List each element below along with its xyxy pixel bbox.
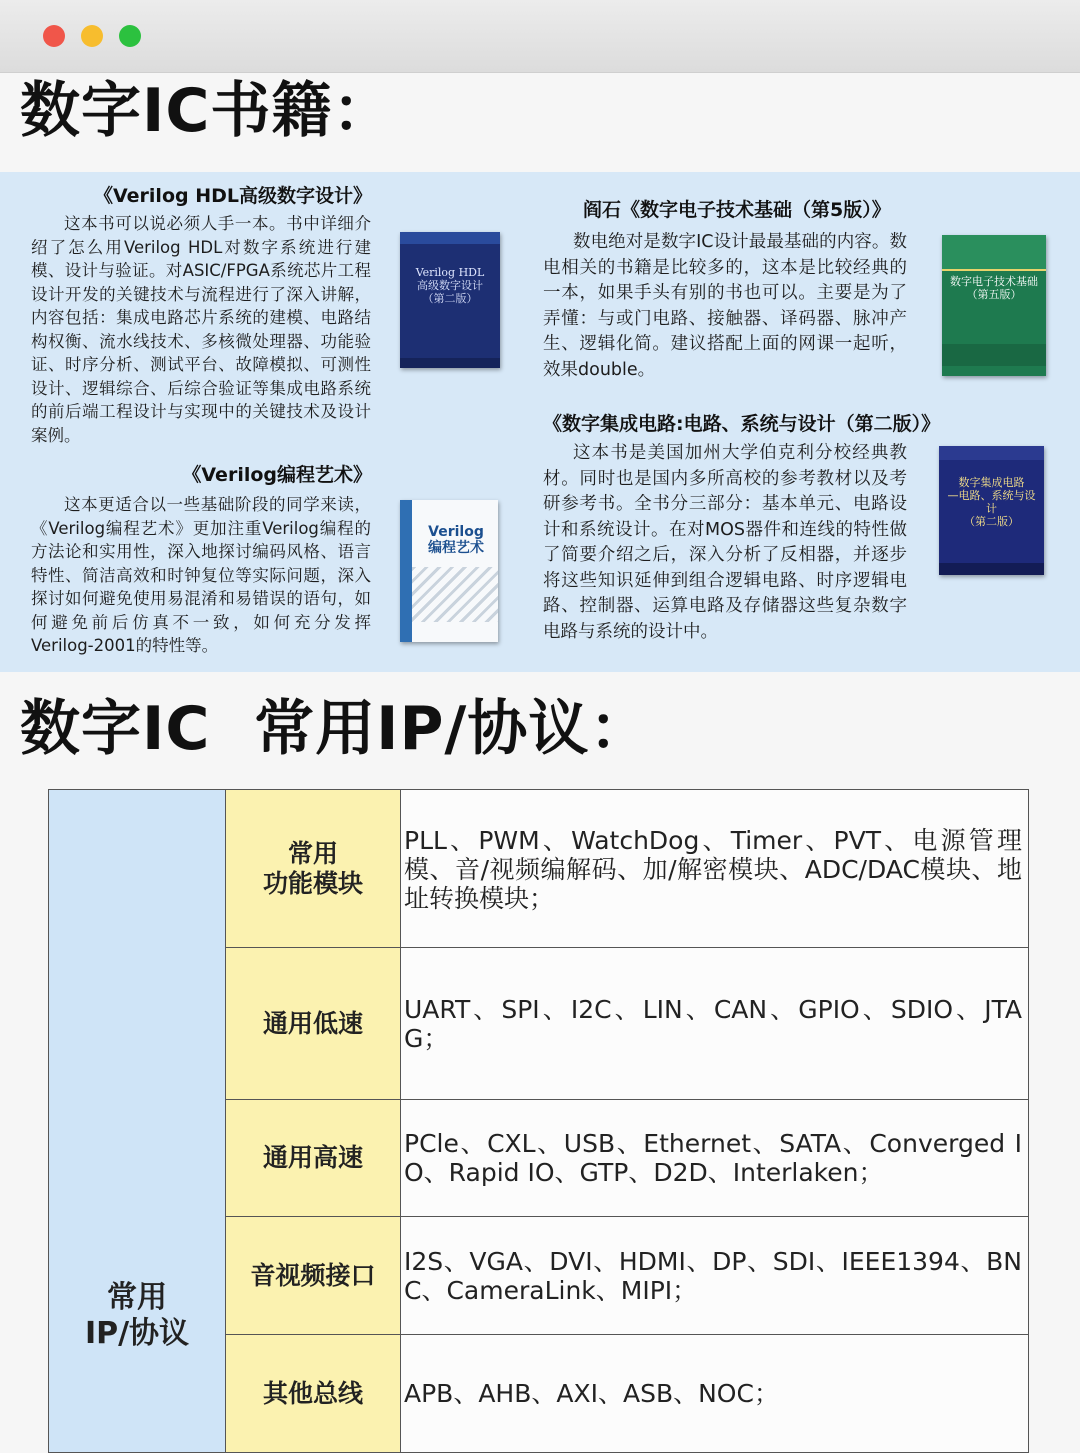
- verilog-hdl-book-cover-icon: Verilog HDL 高级数字设计 （第二版）: [400, 232, 500, 368]
- window-titlebar: [0, 0, 1080, 73]
- book-desc-verilog-hdl: 这本书可以说必须人手一本。书中详细介绍了怎么用Verilog HDL对数字系统进行建模、设计与验证。对ASIC/FPGA系统芯片工程设计开发的关键技术与流程进行了深入讲解，内容包括：集成电路芯片系统的建模、电路结构权衡、流水线技术、多核微处理器、功能验证、时序分析、测试平台、故障模拟、可测性设计、逻辑综合、后综合验证等集成电路系统的前后端工程设计与实现中的关键技术及设计案例。: [31, 214, 371, 445]
- items-cell: [401, 1335, 1029, 1453]
- category-cell: [226, 790, 401, 948]
- book-title-verilog-art: 《Verilog编程艺术》: [182, 464, 372, 486]
- category-label: 其他总线: [262, 1378, 363, 1408]
- book-desc-digital-ic: 这本书是美国加州大学伯克利分校经典教材。同时也是国内多所高校的参考教材以及考研参考书。全书分三部分：基本单元、电路设计和系统设计。在对MOS器件和连线的特性做了简要介绍之后，深入分析了反相器，并逐步将这些知识延伸到组合逻辑电路、时序逻辑电路、控制器、运算电路及存储器这些复杂数字电路与系统的设计中。: [543, 443, 907, 642]
- items-cell: [401, 790, 1029, 948]
- group-cell: [49, 790, 226, 1453]
- close-window-icon[interactable]: [43, 25, 65, 47]
- book-title-digital-electronics: 阎石《数字电子技术基础（第5版）》: [583, 199, 891, 221]
- items-text: PCle、CXL、USB、Ethernet、SATA、Converged IO、Rapid IO、GTP、D2D、Interlaken；: [404, 1129, 1022, 1187]
- items-text: PLL、PWM、WatchDog、Timer、PVT、电源管理模、音/视频编解码、加/解密模块、ADC/DAC模块、地址转换模块；: [404, 826, 1022, 913]
- ip-protocol-table: [48, 789, 1029, 1453]
- category-cell: [226, 1217, 401, 1335]
- items-text: UART、SPI、I2C、LIN、CAN、GPIO、SDIO、JTAG；: [404, 994, 1022, 1053]
- books-panel: [0, 172, 1080, 672]
- items-text: APB、AHB、AXI、ASB、NOC；: [404, 1379, 779, 1408]
- group-label: 常用 IP/协议: [84, 1280, 190, 1351]
- book-desc-digital-electronics: 数电绝对是数字IC设计最最基础的内容。数电相关的书籍是比较多的，这本是比较经典的一本，如果手头有别的书也可以。主要是为了弄懂：与或门电路、接触器、译码器、脉冲产生、逻辑化简。建议搭配上面的网课一起听，效果double。: [543, 232, 907, 380]
- category-label: 通用低速: [262, 1008, 363, 1038]
- book-title-digital-ic: 《数字集成电路:电路、系统与设计（第二版）》: [543, 413, 941, 435]
- items-cell: [401, 948, 1029, 1100]
- category-label: 常用 功能模块: [262, 838, 363, 898]
- category-label: 音视频接口: [250, 1260, 376, 1290]
- book-title-verilog-hdl: 《Verilog HDL高级数字设计》: [94, 185, 372, 207]
- ip-protocol-heading: 数字IC 常用IP/协议：: [20, 694, 651, 764]
- category-cell: [226, 1335, 401, 1453]
- category-cell: [226, 1100, 401, 1217]
- items-cell: [401, 1217, 1029, 1335]
- verilog-art-book-cover-icon: Verilog 编程艺术: [400, 500, 498, 642]
- minimize-window-icon[interactable]: [81, 25, 103, 47]
- items-text: I2S、VGA、DVI、HDMI、DP、SDI、IEEE1394、BNC、CameraLink、MIPI；: [404, 1246, 1022, 1305]
- category-label: 通用高速: [262, 1143, 363, 1172]
- category-cell: [226, 948, 401, 1100]
- items-cell: [401, 1100, 1029, 1217]
- digital-ic-book-cover-icon: 数字集成电路 —电路、系统与设计 （第二版）: [939, 446, 1044, 575]
- books-heading: 数字IC书籍：: [20, 76, 394, 146]
- table-row: [49, 790, 1029, 948]
- book-desc-verilog-art: 这本更适合以一些基础阶段的同学来读，《Verilog编程艺术》更加注重Verilog编程的方法论和实用性，深入地探讨编码风格、语言特性、简洁高效和时钟复位等实际问题，深入探讨如何避免使用易混淆和易错误的语句，如何避免前后仿真不一致，如何充分发挥Verilog-2001的特性等。: [31, 495, 371, 655]
- digital-electronics-book-cover-icon: 数字电子技术基础 （第五版）: [942, 235, 1046, 376]
- maximize-window-icon[interactable]: [119, 25, 141, 47]
